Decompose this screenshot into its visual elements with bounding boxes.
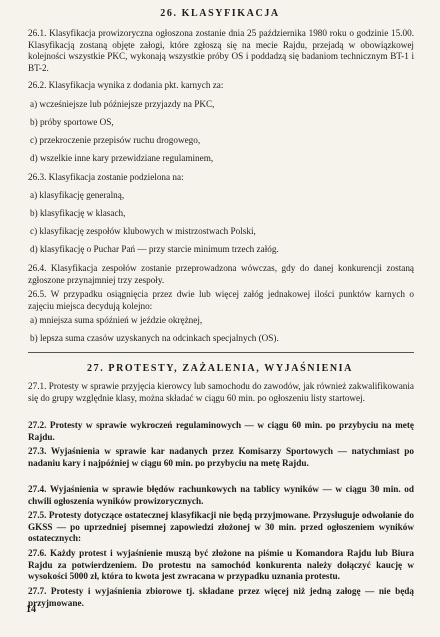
paragraph-27-2: 27.2. Protesty w sprawie wykroczeń regulaminowych — w ciągu 60 min. po przybyciu na metę Rajdu.: [28, 420, 414, 442]
page-number: 14: [26, 604, 36, 615]
paragraph-26-5: 26.5. W przypadku osiągnięcia przez dwie lub więcej załóg jednakowej ilości punktów karnych o zajęciu miejsca decydują kolejno:: [28, 289, 414, 311]
list-item-26-2-b: b) próby sportowe OS,: [30, 117, 114, 127]
paragraph-27-3: 27.3. Wyjaśnienia w sprawie kar nadanych przez Komisarzy Sportowych — natychmiast po nadaniu kary i najpóźniej w ciągu 60 min. po przybyciu na metę Rajdu.: [28, 446, 414, 468]
paragraph-26-2: 26.2. Klasyfikacja wynika z dodania pkt. karnych za:: [28, 80, 224, 90]
paragraph-27-4: 27.4. Wyjaśnienia w sprawie błędów rachunkowych na tablicy wyników — w ciągu 30 min. od chwili ogłoszenia wyników prowizorycznych.: [28, 484, 414, 506]
list-item-26-3-b: b) klasyfikację w klasach,: [30, 208, 126, 218]
section-27-heading: 27. PROTESTY, ZAŻALENIA, WYJAŚNIENIA: [87, 363, 353, 374]
list-item-26-2-a: a) wcześniejsze lub późniejsze przyjazdy na PKC,: [30, 99, 215, 109]
paragraph-26-1: 26.1. Klasyfikacja prowizoryczna ogłoszona zostanie dnia 25 października 1980 roku o godzinie 15.00. Klasyfikacją zostaną objęte załogi, które zgłoszą się na mecie Rajdu, przejadą w obowiązkowej kolejności wszystkie PKC, wykonają wszystkie próby OS i poddadzą się badaniom technicznym BT-1 i BT-2.: [28, 28, 414, 73]
paragraph-27-1: 27.1. Protesty w sprawie przyjęcia kierowcy lub samochodu do zawodów, jak również zakwalifikowania się do grupy względnie klasy, można składać w ciągu 60 min. po ogłoszeniu listy startowej.: [28, 381, 414, 403]
list-item-26-3-d: d) klasyfikację o Puchar Pań — przy starcie minimum trzech załóg.: [30, 244, 279, 254]
section-divider: [28, 352, 414, 353]
section-26-heading: 26. KLASYFIKACJA: [160, 8, 280, 19]
list-item-26-5-a: a) mniejsza suma spóźnień w jeździe okrężnej,: [30, 315, 203, 325]
list-item-26-5-b: b) lepsza suma czasów uzyskanych na odcinkach specjalnych (OS).: [30, 333, 279, 343]
list-item-26-2-c: c) przekroczenie przepisów ruchu drogowego,: [30, 135, 201, 145]
paragraph-27-7: 27.7. Protesty i wyjaśnienia zbiorowe tj. składane przez więcej niż jedną załogę — nie będą przyjmowane.: [28, 586, 414, 608]
list-item-26-2-d: d) wszelkie inne kary przewidziane regulaminem,: [30, 153, 214, 163]
paragraph-27-5: 27.5. Protesty dotyczące ostatecznej klasyfikacji nie będą przyjmowane. Przysługuje odwołanie do GKSS — po uprzedniej pisemnej zapowiedzi złożonej w 30 min. przed ogłoszeniem wyników ostatecznych:: [28, 510, 414, 544]
list-item-26-3-c: c) klasyfikację zespołów klubowych w mistrzostwach Polski,: [30, 226, 256, 236]
list-item-26-3-a: a) klasyfikację generalną,: [30, 190, 125, 200]
paragraph-26-3: 26.3. Klasyfikacja zostanie podzielona na:: [28, 172, 184, 182]
paragraph-26-4: 26.4. Klasyfikacja zespołów zostanie przeprowadzona wówczas, gdy do danej konkurencji zostaną zgłoszone przynajmniej trzy zespoły.: [28, 263, 414, 285]
paragraph-27-6: 27.6. Każdy protest i wyjaśnienie muszą być złożone na piśmie u Komandora Rajdu lub Biura Rajdu za potwierdzeniem. Do protestu na samochód konkurenta należy dołączyć kaucję w wysokości 5000 zł, która to kwota jest zwracana w przypadku uznania protestu.: [28, 548, 414, 582]
